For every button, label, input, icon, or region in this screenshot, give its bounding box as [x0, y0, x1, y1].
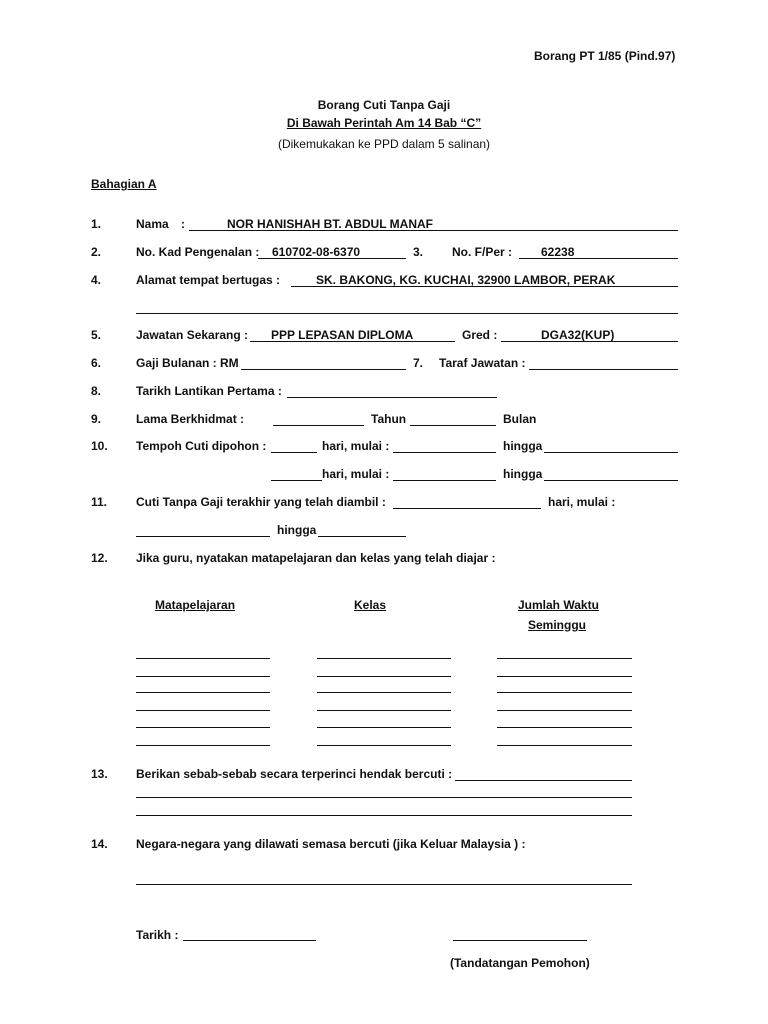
field-1-number: 1. [91, 217, 102, 231]
class-line[interactable] [317, 676, 451, 677]
field-14-number: 14. [91, 837, 108, 851]
position-status-line[interactable] [529, 369, 678, 370]
subject-column-header: Matapelajaran [155, 598, 236, 612]
section-label: Bahagian A [91, 177, 157, 191]
appointment-date-line[interactable] [287, 397, 497, 398]
leave-days-line-1[interactable] [271, 452, 317, 453]
field-7-number: 7. [413, 356, 424, 370]
class-line[interactable] [317, 745, 451, 746]
service-months-line[interactable] [410, 425, 496, 426]
position-line [250, 341, 455, 342]
file-number-value[interactable]: 62238 [541, 245, 575, 259]
form-code: Borang PT 1/85 (Pind.97) [534, 49, 676, 63]
grade-value[interactable]: DGA32(KUP) [541, 328, 615, 342]
years-label: Tahun [371, 412, 407, 426]
grade-line [501, 341, 678, 342]
position-value[interactable]: PPP LEPASAN DIPLOMA [271, 328, 414, 342]
subject-line[interactable] [136, 658, 270, 659]
class-line[interactable] [317, 692, 451, 693]
subject-line[interactable] [136, 727, 270, 728]
field-11-label: Cuti Tanpa Gaji terakhir yang telah diambil : [136, 495, 386, 509]
reason-line-3[interactable] [136, 815, 632, 816]
field-4-number: 4. [91, 273, 102, 287]
class-column-header: Kelas [354, 598, 387, 612]
field-4-label: Alamat tempat bertugas : [136, 273, 281, 287]
leave-end-line-1[interactable] [544, 452, 678, 453]
field-13-number: 13. [91, 767, 108, 781]
salary-line[interactable] [241, 369, 406, 370]
field-9-label: Lama Berkhidmat : [136, 412, 245, 426]
field-12-label: Jika guru, nyatakan matapelajaran dan kelas yang telah diajar : [136, 551, 496, 565]
leave-days-line-2[interactable] [271, 480, 322, 481]
form-subtitle: Di Bawah Perintah Am 14 Bab “C” [286, 116, 482, 130]
date-line[interactable] [183, 940, 316, 941]
file-number-line [519, 258, 678, 259]
name-value[interactable]: NOR HANISHAH BT. ABDUL MANAF [227, 217, 433, 231]
service-years-line[interactable] [273, 425, 364, 426]
hours-line[interactable] [497, 745, 632, 746]
field-1-label: Nama [136, 217, 169, 231]
hours-column-header-2: Seminggu [528, 618, 587, 632]
subject-line[interactable] [136, 745, 270, 746]
subject-line[interactable] [136, 710, 270, 711]
reason-line-2[interactable] [136, 797, 632, 798]
until-label-2: hingga [503, 467, 543, 481]
address-line-2[interactable] [136, 313, 678, 314]
field-11-number: 11. [91, 495, 108, 509]
field-14-label: Negara-negara yang dilawati semasa bercuti (jika Keluar Malaysia ) : [136, 837, 526, 851]
field-9-number: 9. [91, 412, 102, 426]
field-2-number: 2. [91, 245, 102, 259]
months-label: Bulan [503, 412, 537, 426]
address-value[interactable]: SK. BAKONG, KG. KUCHAI, 32900 LAMBOR, PERAK [316, 273, 616, 287]
until-label-1: hingga [503, 439, 543, 453]
field-10-label: Tempoh Cuti dipohon : [136, 439, 267, 453]
field-10-number: 10. [91, 439, 108, 453]
field-8-number: 8. [91, 384, 102, 398]
reason-line-1[interactable] [455, 780, 632, 781]
ic-number-value[interactable]: 610702-08-6370 [272, 245, 361, 259]
field-13-label: Berikan sebab-sebab secara terperinci hendak bercuti : [136, 767, 453, 781]
class-line[interactable] [317, 727, 451, 728]
last-leave-end-line[interactable] [318, 536, 406, 537]
field-6-number: 6. [91, 356, 102, 370]
subject-line[interactable] [136, 692, 270, 693]
field-1-separator: : [181, 217, 185, 231]
hours-line[interactable] [497, 658, 632, 659]
hours-line[interactable] [497, 727, 632, 728]
address-line-1 [291, 286, 678, 287]
countries-line[interactable] [136, 884, 632, 885]
ic-number-line [258, 258, 406, 259]
leave-end-line-2[interactable] [544, 480, 678, 481]
form-title: Borang Cuti Tanpa Gaji [317, 98, 451, 112]
days-from-label-1: hari, mulai : [322, 439, 390, 453]
field-3-label: No. F/Per : [452, 245, 513, 259]
field-5-number: 5. [91, 328, 102, 342]
leave-start-line-2[interactable] [393, 480, 496, 481]
field-5-label: Jawatan Sekarang : [136, 328, 249, 342]
hours-column-header-1: Jumlah Waktu [518, 598, 599, 612]
signature-line[interactable] [453, 940, 587, 941]
name-line [189, 230, 678, 231]
days-from-label-2: hari, mulai : [322, 467, 390, 481]
date-label: Tarikh : [136, 928, 179, 942]
field-8-label: Tarikh Lantikan Pertama : [136, 384, 282, 398]
hours-line[interactable] [497, 710, 632, 711]
last-leave-days-line[interactable] [393, 508, 541, 509]
subject-line[interactable] [136, 676, 270, 677]
last-leave-until-label: hingga [277, 523, 317, 537]
grade-label: Gred : [462, 328, 498, 342]
class-line[interactable] [317, 658, 451, 659]
leave-start-line-1[interactable] [393, 452, 496, 453]
field-12-number: 12. [91, 551, 108, 565]
signature-label: (Tandatangan Pemohon) [450, 956, 590, 970]
field-6-label: Gaji Bulanan : RM [136, 356, 239, 370]
last-leave-start-line[interactable] [136, 536, 270, 537]
form-instruction: (Dikemukakan ke PPD dalam 5 salinan) [277, 137, 491, 151]
class-line[interactable] [317, 710, 451, 711]
hours-line[interactable] [497, 676, 632, 677]
field-3-number: 3. [413, 245, 424, 259]
field-2-label: No. Kad Pengenalan : [136, 245, 260, 259]
field-7-label: Taraf Jawatan : [439, 356, 526, 370]
last-leave-from-label: hari, mulai : [548, 495, 616, 509]
hours-line[interactable] [497, 692, 632, 693]
